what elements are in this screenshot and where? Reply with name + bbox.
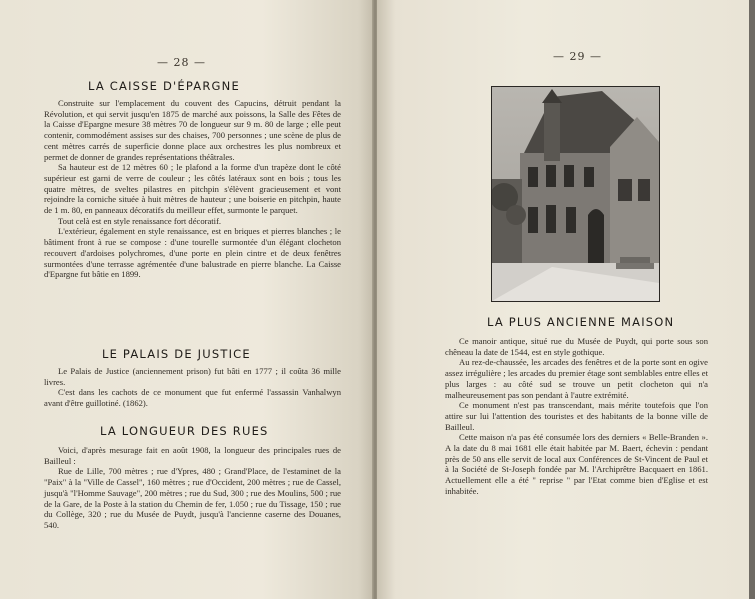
section-heading: LA LONGUEUR DES RUES — [100, 424, 269, 438]
paragraph: L'extérieur, également en style renaissance, est en briques et pierres blanches ; le bâtiment front à rue se compose : d'une tourelle surmontée d'un élégant clocheton recouvert d'ardoises polychromes, d'une porte en plein cintre et de deux fenêtres surmontées d'une terrasse agrémentée d'une balustrade en pierre blanche. La Caisse d'Epargne fut bâtie en 1899. — [44, 226, 341, 280]
paragraph: Tout celà est en style renaissance fort décoratif. — [58, 215, 222, 226]
page-number: — 28 — — [157, 56, 206, 69]
section-body — [44, 445, 341, 531]
page-number: — 29 — — [553, 50, 602, 63]
paragraph: Ce monument n'est pas transcendant, mais mérite toutefois que l'on attire sur lui l'attention des touristes et des habitants de la bonne ville de Bailleul. — [445, 400, 708, 432]
section-body — [44, 366, 341, 409]
paragraph: Voici, d'après mesurage fait en août 1908, la longueur des principales rues de Bailleul : — [44, 445, 341, 466]
paragraph: Rue de Lille, 700 mètres ; rue d'Ypres, 480 ; Grand'Place, de l'estaminet de la "Paix" à la "Ville de Cassel", 160 mètres ; rue d'Occident, 200 mètres ; rue de Cassel, jusqu'à "l'Homme Sauvage", 200 mètres ; rue du Sud, 300 ; rue des Moulins, 500 ; rue de la Gare, de la Poste à la station du Chemin de fer, 1.050 ; rue du Tissage, 150 ; rue du Collège, 320 ; rue du Musée de Puydt, jusqu'à l'ancienne caserne des Douanes, 540. — [44, 466, 341, 530]
section-heading: LA CAISSE D'ÉPARGNE — [88, 79, 240, 93]
section-heading: LE PALAIS DE JUSTICE — [102, 347, 251, 361]
section-heading: LA PLUS ANCIENNE MAISON — [487, 315, 675, 329]
left-page — [0, 0, 374, 599]
paragraph: Le Palais de Justice (anciennement prison) fut bâti en 1777 ; il coûta 36 mille livres. — [44, 366, 341, 387]
old-manor-photo — [491, 86, 660, 302]
paragraph: Ce manoir antique, situé rue du Musée de Puydt, qui porte sous son chêneau la date de 1544, est en style gothique. — [445, 336, 708, 357]
paragraph: Cette maison n'a pas été consumée lors des derniers « Belle-Branden ». A la date du 8 mai 1681 elle était habitée par M. Baert, échevin : pendant près de 50 ans elle servit de local aux Conférences de St-Vincent de Paul et à la Société de St-Joseph fondée par M. l'Archiprêtre Bacquaert en 1861. Actuellement elle a été " reprise " par l'Etat comme bien d'Eglise et est inhabitée. — [445, 432, 708, 496]
paragraph: Construite sur l'emplacement du couvent des Capucins, détruit pendant la Révolution, et qui servit jusqu'en 1875 de marché aux poissons, la Salle des Fêtes de la Caisse d'Epargne mesure 38 mètres 70 de longueur sur 9 m. 80 de large ; elle peut contenir, commodément assises sur des chaises, 700 personnes ; une scène de plus de cent mètres carrés de superficie donne place aux orchestres les plus nombreux et permet de donner de grandes représentations théâtrales. — [44, 98, 341, 162]
book-edge — [749, 0, 755, 599]
section-body — [44, 98, 341, 280]
section-body — [445, 336, 708, 497]
paragraph: C'est dans les cachots de ce monument que fut enfermé l'assassin Vanhalwyn avant d'être guillotiné. (1862). — [44, 387, 341, 409]
old-manor-photo-icon — [492, 87, 659, 301]
right-page — [377, 0, 749, 599]
paragraph: Au rez-de-chaussée, les arcades des fenêtres et de la porte sont en ogive assez irrégulière ; les arcades du premier étage sont semblables entre elles et plus larges : au côté sud se trouve un petit clocheton qui n'a malheureusement pas son pendant à l'autre extrémité. — [445, 357, 708, 400]
paragraph: Sa hauteur est de 12 mètres 60 ; le plafond a la forme d'un trapèze dont le côté supérieur est garni de verre de couleur ; les côtés latéraux sont en bois ; tous les quatre mètres, de sveltes pilastres en pitchpin s'élèvent gracieusement et vont rejoindre la corniche située à huit mètres de hauteur ; une boiserie en pitchpin, haute de 1 m. 80, en panneaux décoratifs du meilleur effet, surmonte le parquet. — [44, 162, 341, 216]
